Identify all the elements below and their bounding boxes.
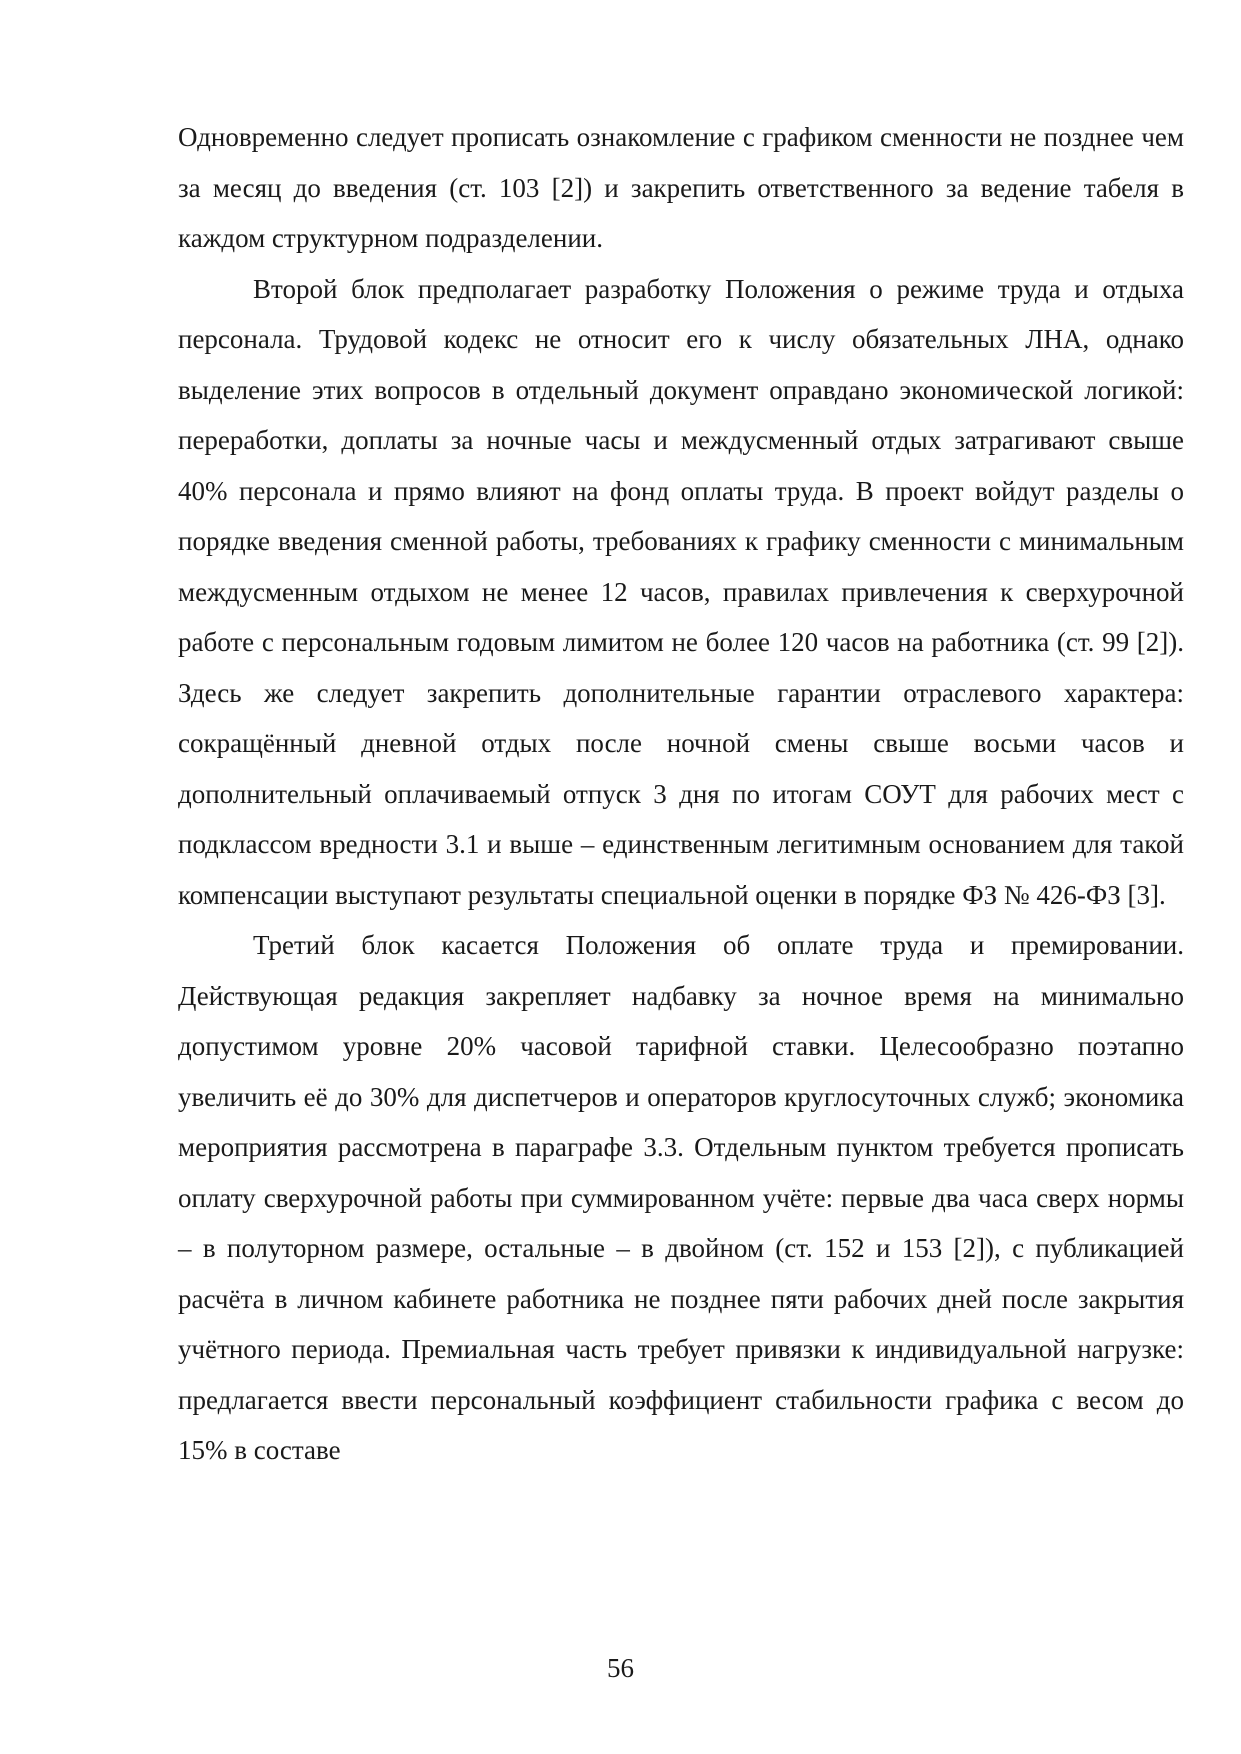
paragraph-continuation: Одновременно следует прописать ознакомление с графиком сменности не позднее чем за месяц до введения (ст. 103 [2]) и закрепить ответственного за ведение табеля в каждом структурном подразделении. [178, 122, 1184, 253]
page-number: 56 [607, 1653, 634, 1683]
paragraph-second-block: Второй блок предполагает разработку Положения о режиме труда и отдыха персонала. Трудовой кодекс не относит его к числу обязательных ЛНА, однако выделение этих вопросов в отдельный документ оправдано экономической логикой: переработки, доплаты за ночные часы и междусменный отдых затрагивают свыше 40% персонала и прямо влияют на фонд оплаты труда. В проект войдут разделы о порядке введения сменной работы, требованиях к графику сменности с минимальным междусменным отдыхом не менее 12 часов, правилах привлечения к сверхурочной работе с персональным годовым лимитом не более 120 часов на работника (ст. 99 [2]). Здесь же следует закрепить дополнительные гарантии отраслевого характера: сокращённый дневной отдых после ночной смены свыше восьми часов и дополнительный оплачиваемый отпуск 3 дня по итогам СОУТ для рабочих мест с подклассом вредности 3.1 и выше – единственным легитимным основанием для такой компенсации выступают результаты специальной оценки в порядке ФЗ № 426-ФЗ [3]. [178, 273, 1184, 910]
paragraph-third-block: Третий блок касается Положения об оплате труда и премировании. Действующая редакция закрепляет надбавку за ночное время на минимально допустимом уровне 20% часовой тарифной ставки. Целесообразно поэтапно увеличить её до 30% для диспетчеров и операторов круглосуточных служб; экономика мероприятия рассмотрена в параграфе 3.3. Отдельным пунктом требуется прописать оплату сверхурочной работы при суммированном учёте: первые два часа сверх нормы – в полуторном размере, остальные – в двойном (ст. 152 и 153 [2]), с публикацией расчёта в личном кабинете работника не позднее пяти рабочих дней после закрытия учётного периода. Премиальная часть требует привязки к индивидуальной нагрузке: предлагается ввести персональный коэффициент стабильности графика с весом до 15% в составе [178, 930, 1184, 1465]
text-body [178, 112, 1184, 1476]
